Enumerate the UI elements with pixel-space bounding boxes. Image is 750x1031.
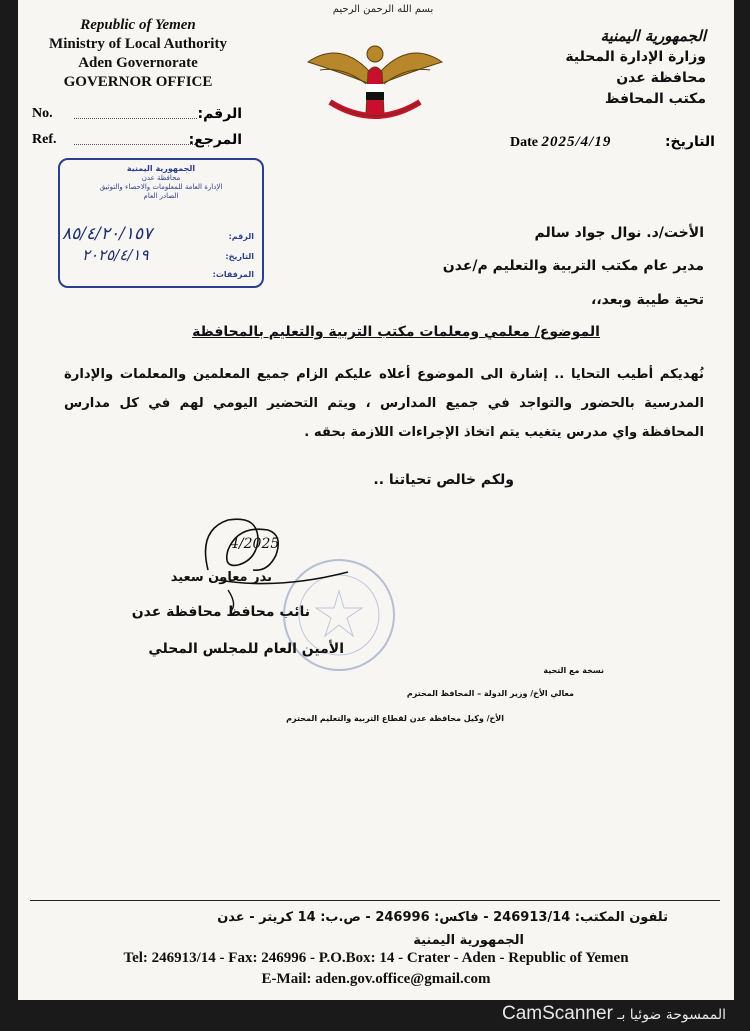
header-ar-line1: الجمهورية اليمنية [600, 27, 706, 45]
footer-en-contact: Tel: 246913/14 - Fax: 246996 - P.O.Box: 14 - Crater - Aden - Republic of Yemen [123, 950, 629, 966]
received-stamp [58, 158, 264, 288]
stamp-number-label: الرقم: [228, 232, 254, 241]
closing-line: ولكم خالص تحياتنا .. [373, 472, 514, 488]
signatory-title-2: الأمين العام للمجلس المحلي [148, 641, 344, 657]
reference-label-en: Ref. [32, 132, 57, 147]
header-arabic [506, 26, 706, 110]
date-row [510, 134, 715, 158]
stamp-line2: محافظة عدن [141, 174, 181, 182]
footer-email: E-Mail: aden.gov.office@gmail.com [261, 971, 491, 987]
stamp-attachments-label: المرفقات: [212, 270, 254, 279]
stamp-date-value: ٢٠٢٥/٤/١٩ [82, 246, 149, 264]
copies-heading: نسخة مع التحية [543, 666, 604, 675]
letter-page [18, 0, 734, 1000]
footer-ar-contact: تلفون المكتب: 246913/14 - فاكس: 246996 - ص.ب: 14 كريتر - عدن [217, 910, 668, 925]
header-en-line2: Ministry of Local Authority [49, 36, 227, 52]
watermark-ar: الممسوحة ضوئيا بـ [617, 1007, 726, 1023]
signatory-name: بدر معاون سعيد [170, 570, 272, 585]
date-label-en: Date [510, 135, 538, 150]
header-en-line4: GOVERNOR OFFICE [63, 74, 213, 90]
header-ar-line2: وزارة الإدارة المحلية [565, 49, 706, 65]
signature-handwritten-date: 4/2025 [230, 536, 280, 552]
copy-recipient-1: معالي الأخ/ وزير الدولة – المحافظ المحترم [406, 689, 574, 698]
recipient-title: مدير عام مكتب التربية والتعليم م/عدن [442, 258, 704, 274]
stamp-line3: الإدارة العامة للمعلومات والاحصاء والتوثيق [99, 183, 223, 191]
number-label-ar: الرقم: [197, 106, 242, 122]
recipient-name: الأخت/د. نوال جواد سالم [534, 225, 704, 241]
header-english [28, 16, 248, 92]
watermark-brand: CamScanner [502, 1003, 613, 1024]
greeting: تحية طيبة وبعد،، [591, 292, 704, 308]
stamp-line1: الجمهورية اليمنية [126, 164, 196, 173]
date-label-ar: التاريخ: [664, 134, 715, 150]
number-row [32, 106, 242, 128]
subject-line: الموضوع/ معلمي ومعلمات مكتب التربية والتعليم بالمحافظة [192, 324, 600, 340]
date-value: 2025/4/19 [541, 134, 612, 150]
reference-label-ar: المرجع: [188, 132, 242, 148]
stamp-date-label: التاريخ: [225, 252, 254, 261]
basmala: بسم الله الرحمن الرحيم [332, 4, 434, 15]
number-label-en: No. [32, 106, 53, 121]
header-en-line3: Aden Governorate [78, 55, 198, 71]
stamp-number-value: ٨٥/٤/٢٠/١٥٧ [62, 224, 153, 244]
footer-divider [30, 900, 720, 901]
stamp-line4: الصادر العام [143, 192, 179, 200]
reference-row [32, 132, 242, 154]
camscanner-watermark [502, 1003, 726, 1025]
header-en-line1: Republic of Yemen [80, 17, 196, 33]
copy-recipient-2: الأخ/ وكيل محافظة عدن لقطاع التربية والتعليم المحترم [286, 714, 504, 723]
signatory-title-1: نائب محافظ محافظة عدن [131, 604, 310, 620]
footer-ar-country: الجمهورية اليمنية [413, 933, 524, 948]
header-ar-line3: محافظة عدن [616, 70, 706, 86]
header-ar-line4: مكتب المحافظ [604, 91, 706, 107]
yemen-eagle-emblem-icon [300, 32, 450, 132]
letter-body: نُهديكم أطيب التحايا .. إشارة الى الموضوع أعلاه عليكم الزام جميع المعلمين والمعلمات والإدارة المدرسية بالحضور والتواجد في جميع المدارس ، ويتم التحضير اليومي لهم في كل مدارس المحافظة واي مدرس يتغيب يتم اتخاذ الإجراءات اللازمة بحقه . [64, 367, 704, 440]
